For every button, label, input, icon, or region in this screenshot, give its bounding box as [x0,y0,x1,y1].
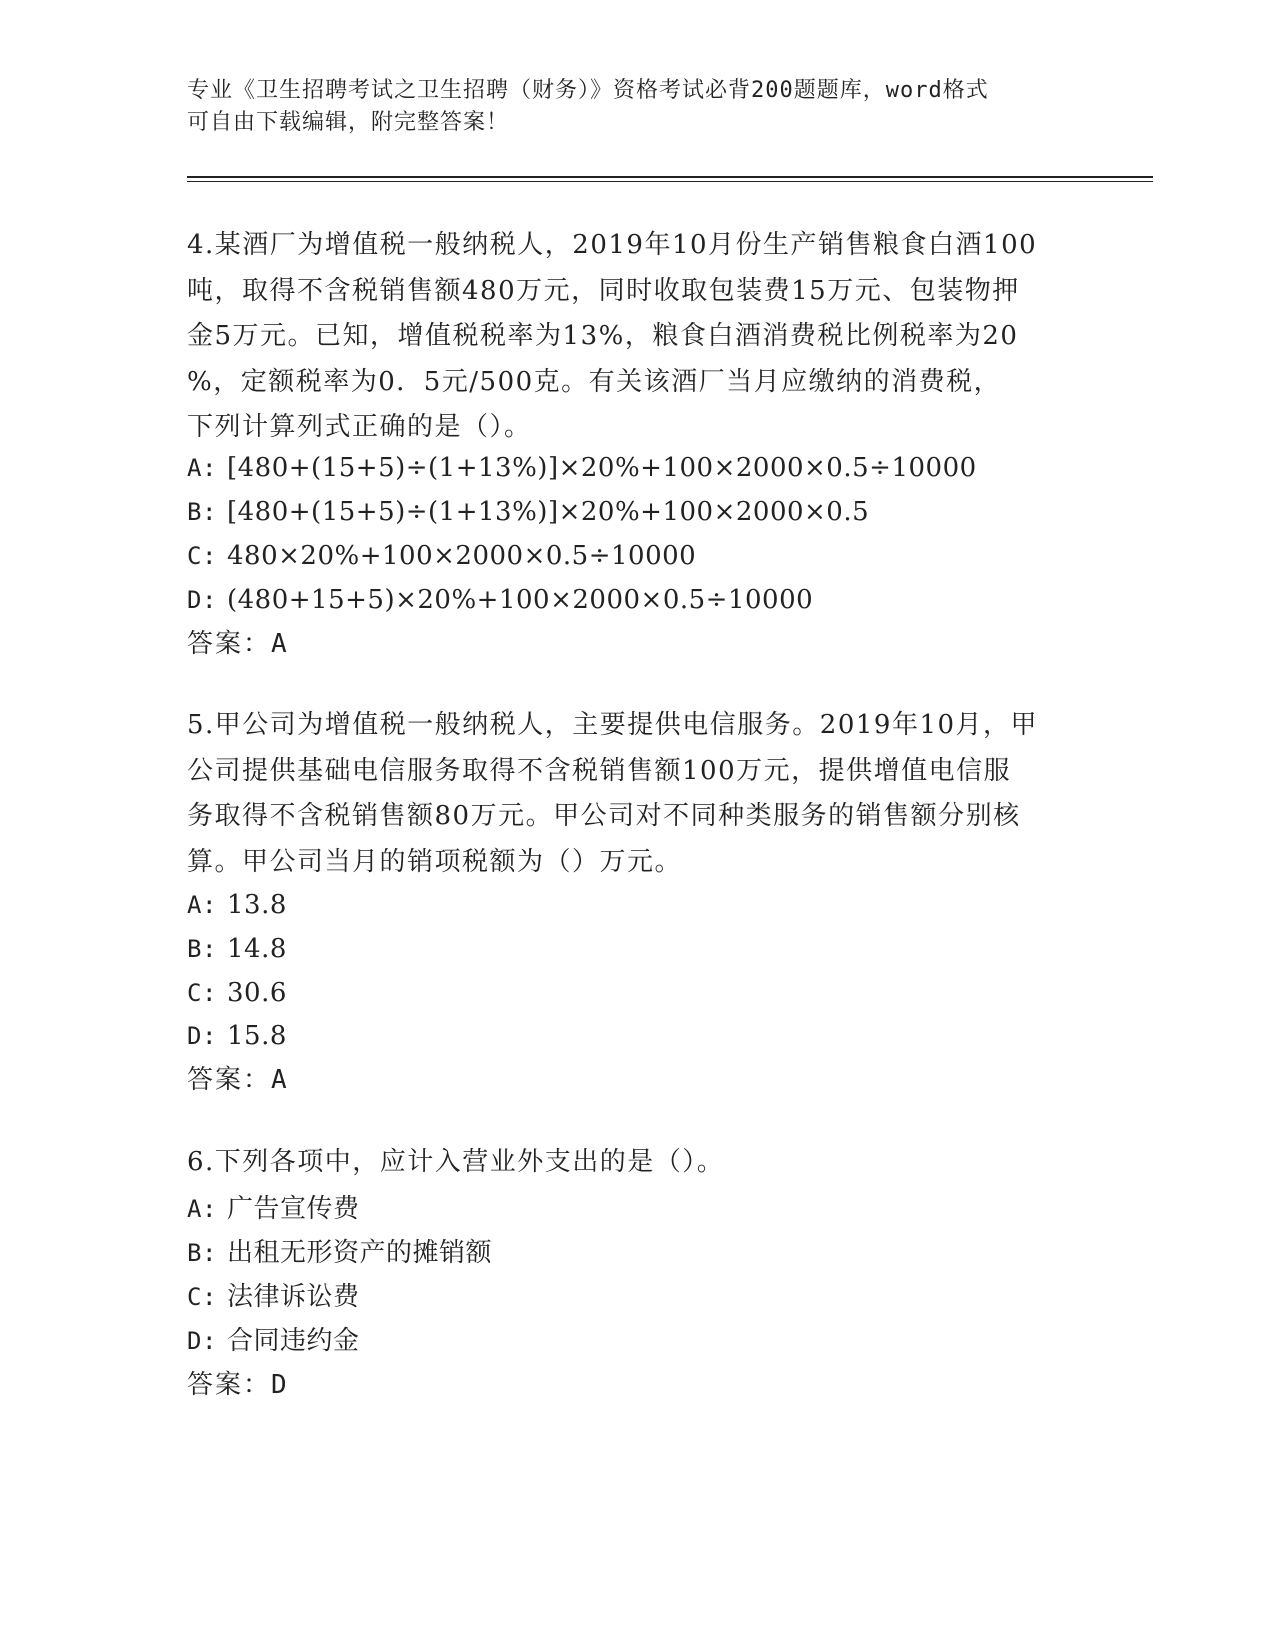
option-letter: D: [187,1327,217,1355]
question-5-stem [187,703,1082,885]
option-letter: A: [187,891,217,919]
question-stem-line: 务取得不含税销售额80万元。甲公司对不同种类服务的销售额分别核 [187,801,1021,831]
question-5-option-a [187,883,287,927]
question-6-option-c [187,1275,360,1319]
question-stem-line: 6.下列各项中，应计入营业外支出的是（）。 [187,1147,725,1177]
question-5-option-d [187,1014,287,1058]
option-text: (480+15+5)×20%+100×2000×0.5÷10000 [227,585,814,615]
option-text: 广告宣传费 [227,1194,360,1224]
option-letter: C: [187,979,217,1007]
header-divider [187,176,1153,178]
header-divider-thin [187,181,1153,182]
option-text: 法律诉讼费 [227,1282,360,1312]
option-text: 合同违约金 [227,1326,360,1356]
header-line: 专业《卫生招聘考试之卫生招聘（财务）》资格考试必背200题题库，word格式 [187,78,989,103]
option-letter: A: [187,454,217,482]
answer-label: 答案： [187,1065,272,1095]
question-stem-line: 金5万元。已知，增值税税率为13%，粮食白酒消费税比例税率为20 [187,321,1019,351]
answer-label: 答案： [187,1370,272,1400]
option-letter: B: [187,498,217,526]
question-5-option-c [187,971,287,1015]
option-text: [480+(15+5)÷(1+13%)]×20%+100×2000×0.5÷10000 [227,453,977,483]
question-6-answer [187,1363,287,1407]
option-text: 13.8 [227,890,287,920]
question-6-option-d [187,1319,360,1363]
answer-value: A [271,1065,287,1095]
question-6-option-b [187,1231,492,1275]
question-5-option-b [187,927,287,971]
answer-value: A [271,629,287,659]
question-stem-line: 下列计算列式正确的是（）。 [187,412,532,442]
question-6-option-a [187,1187,360,1231]
answer-value: D [271,1370,287,1400]
question-5-answer [187,1058,287,1102]
question-stem-line: 吨，取得不含税销售额480万元，同时收取包装费15万元、包装物押 [187,275,1020,306]
option-text: 15.8 [227,1021,287,1051]
document-header [187,75,1087,139]
question-4-option-a [187,446,977,490]
question-4-answer [187,622,287,666]
option-letter: C: [187,1283,217,1311]
question-stem-line: 算。甲公司当月的销项税额为（）万元。 [187,846,683,877]
question-stem-line: 公司提供基础电信服务取得不含税销售额100万元，提供增值电信服 [187,755,1012,786]
option-text: 480×20%+100×2000×0.5÷10000 [227,541,697,571]
option-letter: D: [187,586,217,614]
header-line: 可自由下载编辑，附完整答案！ [187,110,510,135]
question-6-stem [187,1140,1082,1186]
question-4-option-d [187,578,813,622]
option-letter: B: [187,1239,217,1267]
option-letter: B: [187,935,217,963]
option-text: [480+(15+5)÷(1+13%)]×20%+100×2000×0.5 [227,497,870,527]
question-4-option-c [187,534,696,578]
option-letter: D: [187,1022,217,1050]
option-letter: C: [187,542,217,570]
option-text: 14.8 [227,934,287,964]
question-stem-line: 4.某酒厂为增值税一般纳税人，2019年10月份生产销售粮食白酒100 [187,230,1038,260]
question-stem-line: 5.甲公司为增值税一般纳税人，主要提供电信服务。2019年10月，甲 [187,710,1039,740]
option-text: 出租无形资产的摊销额 [227,1238,493,1268]
question-4-stem [187,223,1082,451]
option-text: 30.6 [227,978,287,1008]
option-letter: A: [187,1195,217,1223]
question-stem-line: %，定额税率为0．5元/500克。有关该酒厂当月应缴纳的消费税， [187,366,1002,397]
answer-label: 答案： [187,629,272,659]
question-4-option-b [187,490,869,534]
